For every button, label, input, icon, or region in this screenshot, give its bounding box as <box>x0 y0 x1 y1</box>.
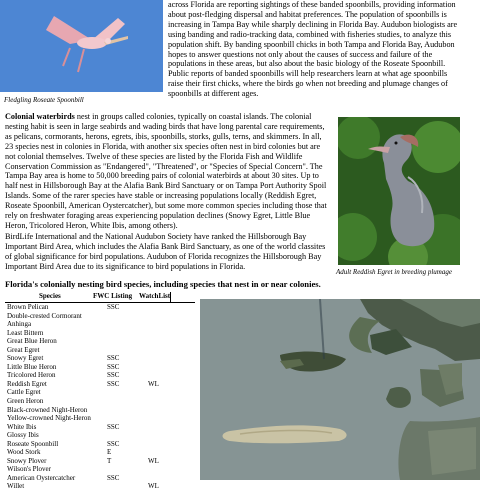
table-row <box>5 303 195 312</box>
text-line: 23 species nest in colonies in Florida, with another six species often nest in bird colonies but are <box>5 141 321 151</box>
fwc-cell: SSC <box>107 303 120 311</box>
egret-caption: Adult Reddish Egret in breeding plumage <box>336 268 452 276</box>
watchlist-cell: WL <box>148 379 159 388</box>
text-line: across Florida are reporting sightings of these banded spoonbills, providing information <box>168 0 456 9</box>
species-cell: Least Bittern <box>7 328 44 337</box>
text-line: Public reports of banded spoonbills will help researchers learn at what age spoonbills <box>168 69 448 79</box>
text-line: hopes to answer questions not only about the causes of success and failure of the <box>168 49 433 59</box>
spoonbill-caption: Fledgling Roseate Spoonbill <box>4 96 84 104</box>
text-line: populations in these areas, but also about the basic biology of the Roseate Spoonbill. <box>168 59 446 69</box>
lead-term: Colonial waterbirds <box>5 112 75 121</box>
text-line: raise their first chicks, where the birds go when not breeding and plumage changes of <box>168 79 448 89</box>
species-cell: Tricolored Heron <box>7 371 56 380</box>
table-header-row <box>5 292 195 303</box>
text-line: Islands. Some of the rarer species have stable or increasing populations locally (Reddish Egret, <box>5 191 317 201</box>
text-line: population shift. By banding spoonbill chicks in both Tampa and Florida Bay, Audubon <box>168 39 455 49</box>
fwc-cell: SSC <box>107 422 120 431</box>
text-line: Heron, Tricolored Heron, White Ibis, among others). <box>5 220 178 230</box>
fwc-cell: SSC <box>107 379 120 388</box>
column-divider <box>170 292 171 302</box>
fwc-cell: SSC <box>107 473 120 482</box>
species-cell: Double-crested Cormorant <box>7 311 82 320</box>
species-table <box>5 292 195 491</box>
text-line: of global significance for bird populations. Audubon of Florida recognizes the Hillsborough Bay <box>5 251 322 261</box>
table-row <box>5 329 195 338</box>
species-cell: Wilson's Plover <box>7 465 51 474</box>
species-cell: Wood Stork <box>7 448 41 457</box>
text-line: as pelicans, cormorants, herons, egrets, ibis, spoonbills, storks, gulls, terns, and skimmers. In all, <box>5 131 322 141</box>
table-row <box>5 388 195 397</box>
spoonbill-illustration <box>0 0 163 92</box>
reddish-egret-illustration <box>338 117 460 265</box>
table-row <box>5 320 195 329</box>
fwc-cell: SSC <box>107 362 120 371</box>
table-row <box>5 371 195 380</box>
text-line: Tampa Bay area is home to 50,000 breeding pairs of colonial waterbirds at about 30 sites. Up to <box>5 171 319 181</box>
watchlist-cell: WL <box>148 456 159 465</box>
table-row <box>5 465 195 474</box>
fwc-cell: SSC <box>107 439 120 448</box>
text-line: spoonbills at different ages. <box>168 89 259 99</box>
species-cell: Willet <box>7 482 25 491</box>
text-line: nesting habit is seen in large seabirds and wading birds that have long parental care requirements, <box>5 121 325 131</box>
fwc-cell: SSC <box>107 354 120 363</box>
table-row <box>5 363 195 372</box>
text-line: Important Bird Area, which includes the Alafia Bank Bird Sanctuary, as one of the world classites <box>5 241 326 251</box>
text-line: using banding and radio-tracking data, combined with fisheries studies, to analyze this <box>168 29 452 39</box>
species-cell: Brown Pelican <box>7 303 49 311</box>
species-cell: Great Blue Heron <box>7 337 57 346</box>
column-header-fwc-listing: FWC Listing <box>93 292 133 300</box>
text-run: nest in groups called colonies, typically on coastal islands. The colonial <box>74 112 312 121</box>
table-row <box>5 482 195 491</box>
text-line: Important Bird Area due to its significance to bird populations in Florida. <box>5 261 246 271</box>
important-bird-area-paragraph <box>5 232 333 272</box>
text-line: increasing in Tampa Bay while sharply declining in Florida Bay. Audubon biologists are <box>168 19 458 29</box>
table-row <box>5 474 195 483</box>
aerial-map-photo <box>200 299 480 480</box>
species-cell: Black-crowned Night-Heron <box>7 405 88 414</box>
fwc-cell: T <box>107 456 112 465</box>
colonial-waterbirds-paragraph <box>5 112 333 231</box>
species-cell: Great Egret <box>7 345 40 354</box>
watchlist-cell: WL <box>148 482 159 491</box>
table-row <box>5 448 195 457</box>
table-row <box>5 423 195 432</box>
species-cell: Reddish Egret <box>7 379 47 388</box>
spoonbill-photo <box>0 0 163 92</box>
species-cell: American Oystercatcher <box>7 473 76 482</box>
table-row <box>5 380 195 389</box>
text-line: rely on freshwater foraging areas experiencing population declines (Snowy Egret, Little Blue <box>5 211 311 221</box>
fwc-cell: SSC <box>107 371 120 380</box>
fwc-cell: E <box>107 448 112 457</box>
table-row <box>5 431 195 440</box>
table-row <box>5 406 195 415</box>
text-line <box>5 112 333 122</box>
reddish-egret-photo <box>338 117 460 265</box>
table-row <box>5 337 195 346</box>
spoonbill-banding-paragraph <box>168 0 474 99</box>
text-line: Roseate Spoonbill, American Oystercatcher), but some more common species including those that <box>5 201 327 211</box>
species-cell: Snowy Plover <box>7 456 47 465</box>
table-row <box>5 312 195 321</box>
table-row <box>5 397 195 406</box>
text-line: BirdLife International and the National Audubon Society have ranked the Hillsborough Bay <box>5 232 307 241</box>
table-heading: Florida's colonially nesting bird species, including species that nest in or near colonies. <box>5 279 321 289</box>
table-row <box>5 457 195 466</box>
species-cell: Anhinga <box>7 320 32 329</box>
column-header-watchlist: WatchList <box>139 292 171 300</box>
table-row <box>5 440 195 449</box>
species-cell: Green Heron <box>7 397 44 406</box>
species-cell: Snowy Egret <box>7 354 44 363</box>
text-line: half nest in Hillsborough Bay at the Alafia Bank Bird Sanctuary or on Tampa Port Authority Spoil <box>5 181 327 191</box>
species-cell: Yellow-crowned Night-Heron <box>7 414 91 423</box>
species-cell: Roseate Spoonbill <box>7 439 59 448</box>
aerial-illustration <box>200 299 480 480</box>
species-cell: White Ibis <box>7 422 37 431</box>
text-line: not colonial themselves. Twelve of these species are listed by the Florida Fish and Wildlife <box>5 151 303 161</box>
species-cell: Glossy Ibis <box>7 431 39 440</box>
species-cell: Little Blue Heron <box>7 362 57 371</box>
table-row <box>5 354 195 363</box>
text-line: about post-fledging dispersal and habitat preferences. The population of spoonbills is <box>168 9 447 19</box>
text-line: Conservation Commission as "Endangered", "Threatened", or "Species of Special Concern". The <box>5 161 323 171</box>
table-row <box>5 414 195 423</box>
column-header-species: Species <box>39 292 61 300</box>
table-row <box>5 346 195 355</box>
species-cell: Cattle Egret <box>7 388 41 397</box>
